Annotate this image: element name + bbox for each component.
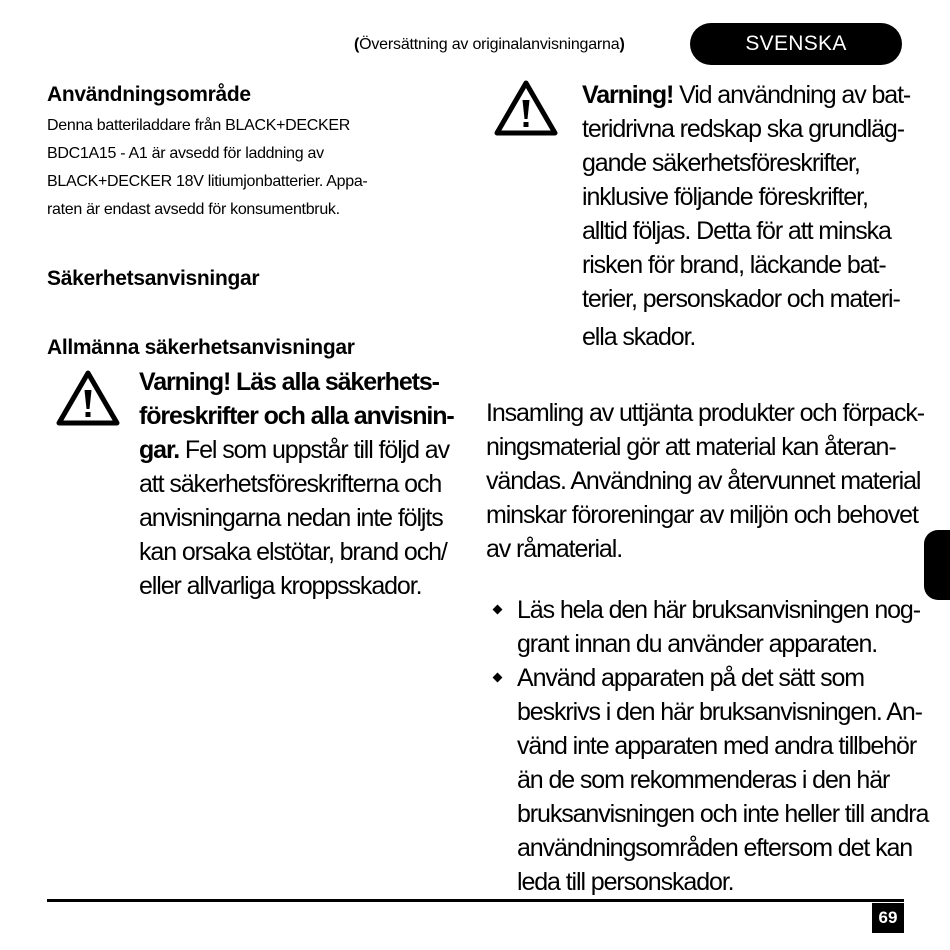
diamond-bullet-icon	[493, 673, 503, 683]
recycling-line: vändas. Användning av återvunnet material	[486, 467, 921, 495]
general-safety-heading: Allmänna säkerhetsanvisningar	[47, 336, 355, 359]
warning-line: teridrivna redskap ska grundläg-	[582, 115, 904, 143]
warning-line: risken för brand, läckande bat-	[582, 251, 886, 279]
warning-triangle-icon	[494, 80, 558, 138]
warning-line: kan orsaka elstötar, brand och/	[139, 538, 447, 566]
usage-paragraph	[47, 112, 367, 224]
warning-line: inklusive följande föreskrifter,	[582, 183, 868, 211]
warning-line: gande säkerhetsföreskrifter,	[582, 149, 860, 177]
list-item-line: Läs hela den här bruksanvisningen nog-	[517, 596, 920, 624]
page-number: 69	[872, 903, 904, 933]
list-item-line: användningsområden eftersom det kan	[517, 834, 913, 862]
paren-open: (	[354, 36, 360, 53]
list-item	[517, 593, 928, 661]
warning-bold-label: Varning!	[582, 81, 674, 109]
warning-bold-line: Varning! Läs alla säkerhets-	[139, 368, 439, 396]
warning-line: Fel som uppstår till följd av	[179, 436, 449, 464]
list-item-line: bruksanvisningen och inte heller till andra	[517, 800, 929, 828]
recycling-line: minskar föroreningar av miljön och behovet	[486, 501, 918, 529]
list-item-line: beskrivs i den här bruksanvisningen. An-	[517, 698, 922, 726]
warning-line: eller allvarliga kroppsskador.	[139, 572, 422, 600]
warning-line: alltid följas. Detta för att minska	[582, 217, 891, 245]
safety-heading: Säkerhetsanvisningar	[47, 267, 260, 290]
list-item-line: grant innan du använder apparaten.	[517, 630, 878, 658]
warning-line: ella skador.	[582, 323, 696, 351]
translation-note	[354, 36, 625, 54]
usage-line: BLACK+DECKER 18V litiumjonbatterier. Appa-	[47, 173, 368, 190]
usage-line: BDC1A15 - A1 är avsedd för laddning av	[47, 145, 324, 162]
usage-heading: Användningsområde	[47, 83, 251, 106]
warning-line: att säkerhetsföreskrifterna och	[139, 470, 442, 498]
warning-line: Vid användning av bat-	[673, 81, 911, 109]
section-tab-marker	[924, 530, 950, 600]
list-item-line: vänd inte apparaten med andra tillbehör	[517, 732, 917, 760]
list-item	[517, 661, 928, 899]
warning-bold-line: gar.	[139, 436, 180, 464]
list-item-line: Använd apparaten på det sätt som	[517, 664, 865, 692]
usage-line: Denna batteriladdare från BLACK+DECKER	[47, 117, 350, 134]
language-badge: SVENSKA	[690, 23, 902, 65]
list-item-line: än de som rekommenderas i den här	[517, 766, 890, 794]
usage-line: raten är endast avsedd för konsumentbruk.	[47, 201, 340, 218]
general-warning-text	[139, 365, 454, 603]
warning-line: anvisningarna nedan inte följts	[139, 504, 443, 532]
list-item-line: leda till personskador.	[517, 868, 734, 896]
translation-note-text: Översättning av originalanvisningarna	[359, 36, 620, 53]
recycling-line: Insamling av uttjänta produkter och förpack-	[486, 399, 924, 427]
recycling-line: av råmaterial.	[486, 535, 623, 563]
recycling-paragraph	[486, 396, 924, 566]
footer-rule	[47, 899, 904, 902]
diamond-bullet-icon	[493, 605, 503, 615]
warning-line: terier, personskador och materi-	[582, 285, 900, 313]
warning-triangle-icon	[56, 370, 120, 428]
instruction-bullet-list	[517, 593, 928, 899]
paren-close: )	[619, 36, 625, 53]
recycling-line: ningsmaterial gör att material kan återan-	[486, 433, 896, 461]
warning-bold-line: föreskrifter och alla anvisnin-	[139, 402, 454, 430]
battery-warning-text	[582, 78, 910, 354]
